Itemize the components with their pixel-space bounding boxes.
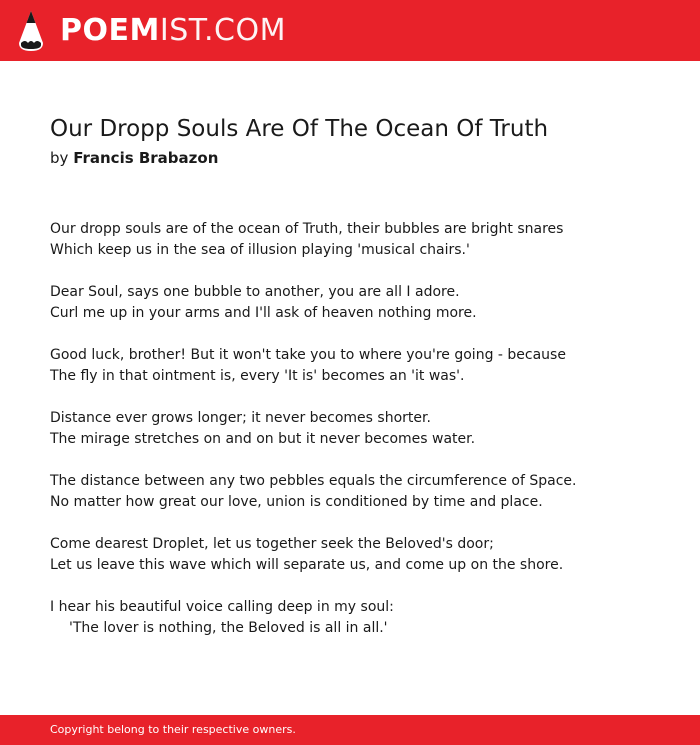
site-header bbox=[0, 0, 700, 61]
author-link[interactable]: Francis Brabazon bbox=[73, 149, 219, 167]
poem-body bbox=[50, 219, 670, 660]
poem-byline bbox=[50, 149, 218, 167]
stanza bbox=[50, 345, 670, 387]
site-footer bbox=[0, 715, 700, 745]
by-label: by bbox=[50, 149, 69, 167]
poem-line: Good luck, brother! But it won't take you to where you're going - because bbox=[50, 347, 566, 363]
stanza bbox=[50, 282, 670, 324]
poem-line: Which keep us in the sea of illusion playing 'musical chairs.' bbox=[50, 242, 470, 258]
poem-line: Come dearest Droplet, let us together seek the Beloved's door; bbox=[50, 536, 494, 552]
poem-line: The distance between any two pebbles equals the circumference of Space. bbox=[50, 473, 577, 489]
brand-light: IST.COM bbox=[159, 13, 286, 48]
poem-line: Our dropp souls are of the ocean of Truth, their bubbles are bright snares bbox=[50, 221, 564, 237]
stanza bbox=[50, 597, 670, 639]
site-brand-name bbox=[60, 13, 286, 48]
pencil-tip-icon bbox=[16, 9, 46, 53]
poem-title: Our Dropp Souls Are Of The Ocean Of Truth bbox=[50, 116, 549, 142]
poem-line: Distance ever grows longer; it never becomes shorter. bbox=[50, 410, 431, 426]
poem-line: Dear Soul, says one bubble to another, you are all I adore. bbox=[50, 284, 460, 300]
poem-line: Curl me up in your arms and I'll ask of heaven nothing more. bbox=[50, 305, 477, 321]
poem-line: I hear his beautiful voice calling deep in my soul: bbox=[50, 599, 394, 615]
poem-line: The fly in that ointment is, every 'It is' becomes an 'it was'. bbox=[50, 368, 465, 384]
brand-bold: POEM bbox=[60, 13, 160, 48]
stanza bbox=[50, 219, 670, 261]
site-logo-link[interactable] bbox=[16, 8, 286, 54]
poem-line: No matter how great our love, union is conditioned by time and place. bbox=[50, 494, 543, 510]
stanza bbox=[50, 534, 670, 576]
copyright-text: Copyright belong to their respective owners. bbox=[50, 723, 296, 736]
stanza bbox=[50, 471, 670, 513]
poem-line: Let us leave this wave which will separate us, and come up on the shore. bbox=[50, 557, 564, 573]
poem-line: The mirage stretches on and on but it never becomes water. bbox=[50, 431, 476, 447]
stanza bbox=[50, 408, 670, 450]
poem-line: 'The lover is nothing, the Beloved is all in all.' bbox=[69, 620, 388, 636]
